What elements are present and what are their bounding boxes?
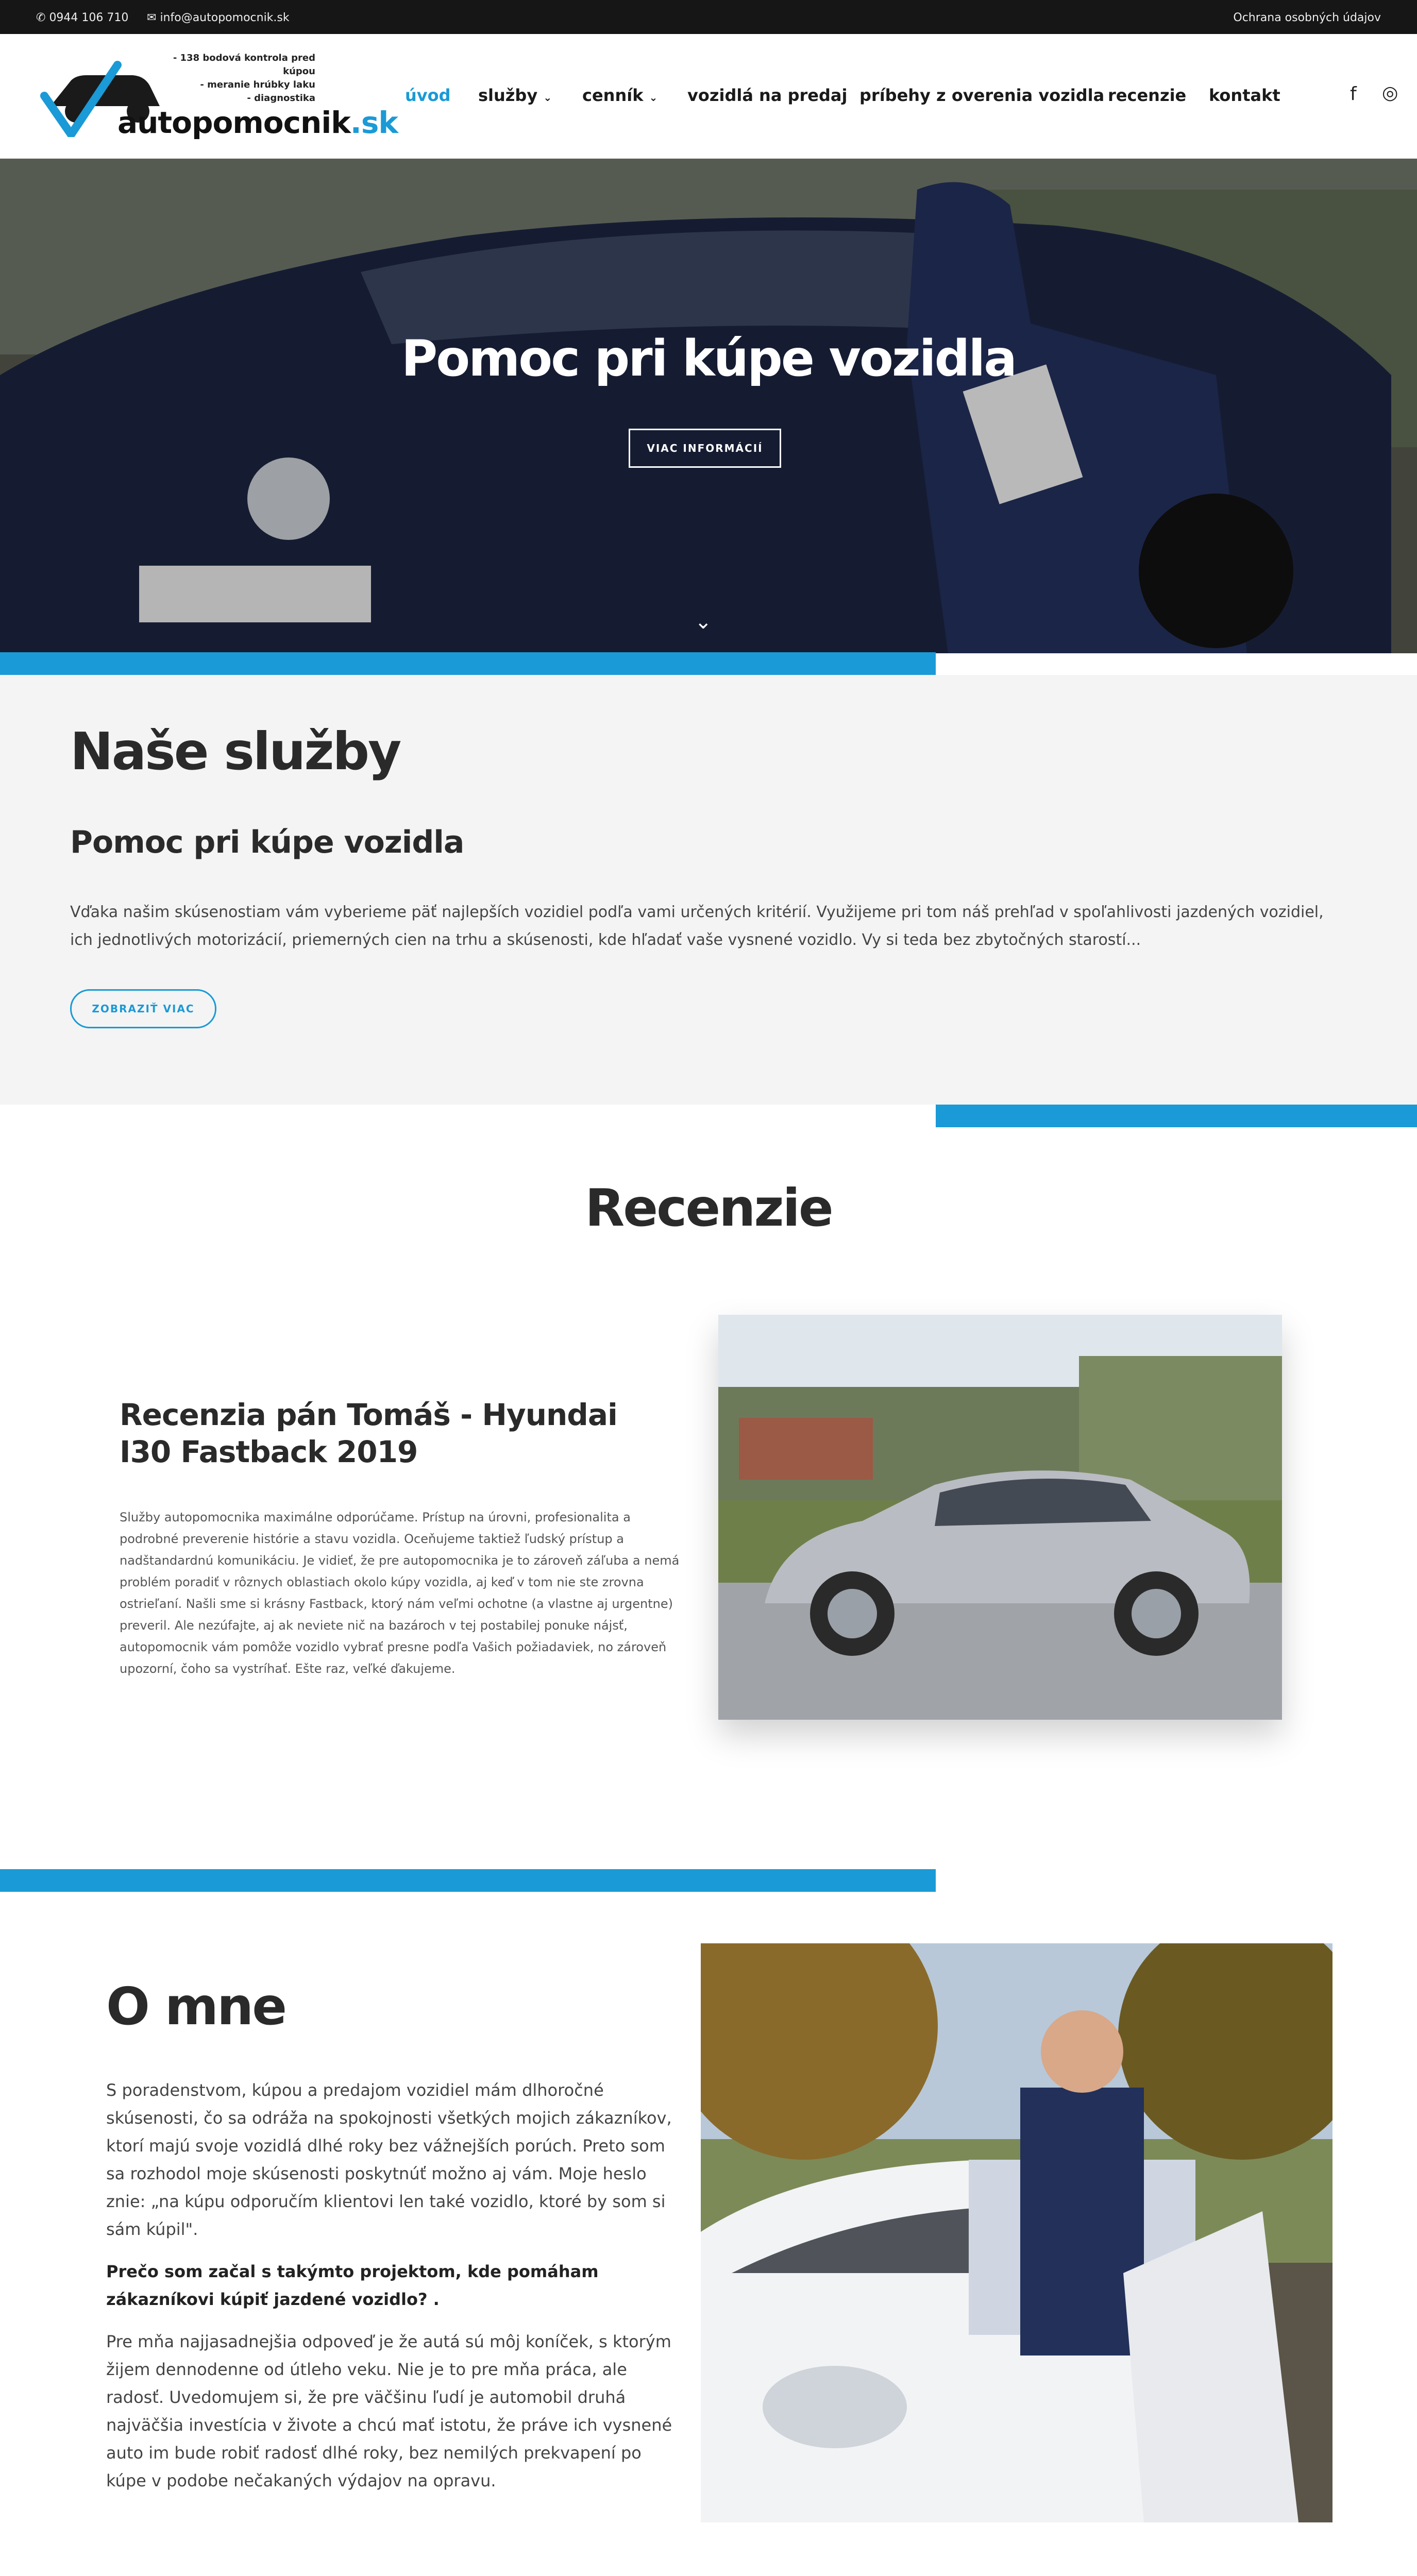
blue-divider (936, 1105, 1417, 1127)
logo-tag-line-1: - 138 bodová kontrola pred kúpou (173, 53, 315, 77)
logo-name-tld: .sk (350, 105, 398, 140)
instagram-icon[interactable]: ◎ (1382, 82, 1398, 104)
logo-tag-line-2: - meranie hrúbky laku (200, 79, 315, 90)
logo[interactable] (40, 49, 398, 142)
nav-item-sluzby[interactable] (478, 86, 552, 105)
services-show-more-button[interactable]: ZOBRAZIŤ VIAC (70, 989, 216, 1028)
privacy-link[interactable]: Ochrana osobných údajov (1233, 11, 1381, 24)
nav-item-cennik-label: cenník (582, 86, 644, 105)
logo-name-main: autopomocnik (117, 105, 350, 140)
topbar-phone-link[interactable]: ✆ 0944 106 710 (36, 11, 129, 24)
scroll-down-chevron-icon[interactable]: ⌄ (695, 610, 712, 634)
topbar-phone: 0944 106 710 (49, 11, 129, 24)
nav-item-vozidla[interactable]: vozidlá na predaj (687, 86, 848, 105)
about-owner-photo (701, 1943, 1332, 2522)
about-paragraph-3: Pre mňa najjasadnejšia odpoveď je že autá sú môj koníček, s ktorým žijem dennodenne od útleho veku. Nie je to pre mňa práca, ale radosť. Uvedomujem si, že pre väčšinu ľudí je automobil druhá najväčšia investícia v živote a chcú mať istotu, že práve ich vysnené auto im bude robiť radosť dlhé roky, bez nemilých prekvapení po kúpe v podobe nečakaných výdajov na opravu. (106, 2332, 672, 2490)
services-text: Vďaka našim skúsenostiam vám vyberieme päť najlepších vozidiel podľa vami určených kritérií. Využijeme pri tom náš prehľad v spoľahlivosti jazdených vozidiel, ich jednotlivých motorizácií, priemerných cien na trhu a skúsenosti, kde hľadať vaše vysnené vozidlo. Vy si teda bez zbytočných starostí... (70, 903, 1324, 949)
services-subtitle: Pomoc pri kúpe vozidla (70, 824, 464, 860)
about-paragraph-1: S poradenstvom, kúpou a predajom vozidiel mám dlhoročné skúsenosti, čo sa odráža na spokojnosti všetkých mojich zákazníkov, ktorí majú svoje vozidlá dlhé roky bez vážnejších porúch. Preto som sa rozhodol moje skúsenosti poskytnúť možno aj vám. Moje heslo znie: „na kúpu odporučím klientovi len také vozidlo, ktoré by som si sám kúpil". (106, 2080, 672, 2239)
nav-item-kontakt[interactable]: kontakt (1209, 86, 1280, 105)
about-title: O mne (106, 1976, 286, 2037)
nav-item-cennik[interactable] (582, 86, 657, 105)
logo-tagline (166, 52, 315, 105)
topbar-email: info@autopomocnik.sk (160, 11, 290, 24)
top-bar (0, 0, 1417, 34)
facebook-icon[interactable]: f (1350, 83, 1357, 105)
about-text (106, 2076, 673, 2509)
review-text: Služby autopomocnika maximálne odporúčame. Prístup na úrovni, profesionalita a podrobné preverenie histórie a stavu vozidla. Oceňujeme taktiež ľudský prístup a nadštandardnú komunikáciu. Je vidieť, že pre autopomocnika je to zároveň záľuba a nemá problém poradiť v rôznych oblastiach okolo kúpy vozidla, aj keď v tom nie ste zrovna ostrieľaní. Našli sme si krásny Fastback, ktorý nám veľmi ochotne (a vlastne aj urgentne) preveril. Ale nezúfajte, aj ak neviete nič na bazároch v tej postabilej ponuke nájsť, autopomocnik vám pomôže vozidlo vybrať presne podľa Vašich požiadaviek, no zároveň upozorní, čoho sa vystríhať. Ešte raz, veľké ďakujeme. (120, 1510, 680, 1676)
reviews-title: Recenzie (585, 1178, 832, 1238)
logo-name (117, 105, 398, 140)
chevron-down-icon: ⌄ (543, 91, 552, 104)
hero-title: Pomoc pri kúpe vozidla (401, 330, 1016, 387)
blue-divider (0, 652, 936, 675)
hero-more-info-button[interactable]: VIAC INFORMÁCIÍ (629, 429, 781, 468)
services-title: Naše služby (70, 721, 400, 782)
chevron-down-icon: ⌄ (649, 91, 658, 104)
nav-item-uvod[interactable]: úvod (405, 86, 451, 105)
nav-item-pribehy[interactable]: príbehy z overenia vozidla (859, 86, 1105, 105)
review-car-photo (718, 1315, 1282, 1720)
about-paragraph-2: Prečo som začal s takýmto projektom, kde pomáham zákazníkovi kúpiť jazdené vozidlo? . (106, 2262, 599, 2309)
blue-divider (0, 1869, 936, 1892)
logo-tag-line-3: - diagnostika (247, 93, 315, 104)
hero-banner (0, 159, 1417, 653)
hero-background-photo (0, 159, 1417, 653)
site-header (0, 34, 1417, 159)
nav-item-sluzby-label: služby (478, 86, 538, 105)
nav-item-recenzie[interactable]: recenzie (1108, 86, 1187, 105)
review-heading: Recenzia pán Tomáš - Hyundai I30 Fastback 2019 (120, 1397, 617, 1469)
topbar-email-link[interactable]: ✉ info@autopomocnik.sk (147, 11, 290, 24)
